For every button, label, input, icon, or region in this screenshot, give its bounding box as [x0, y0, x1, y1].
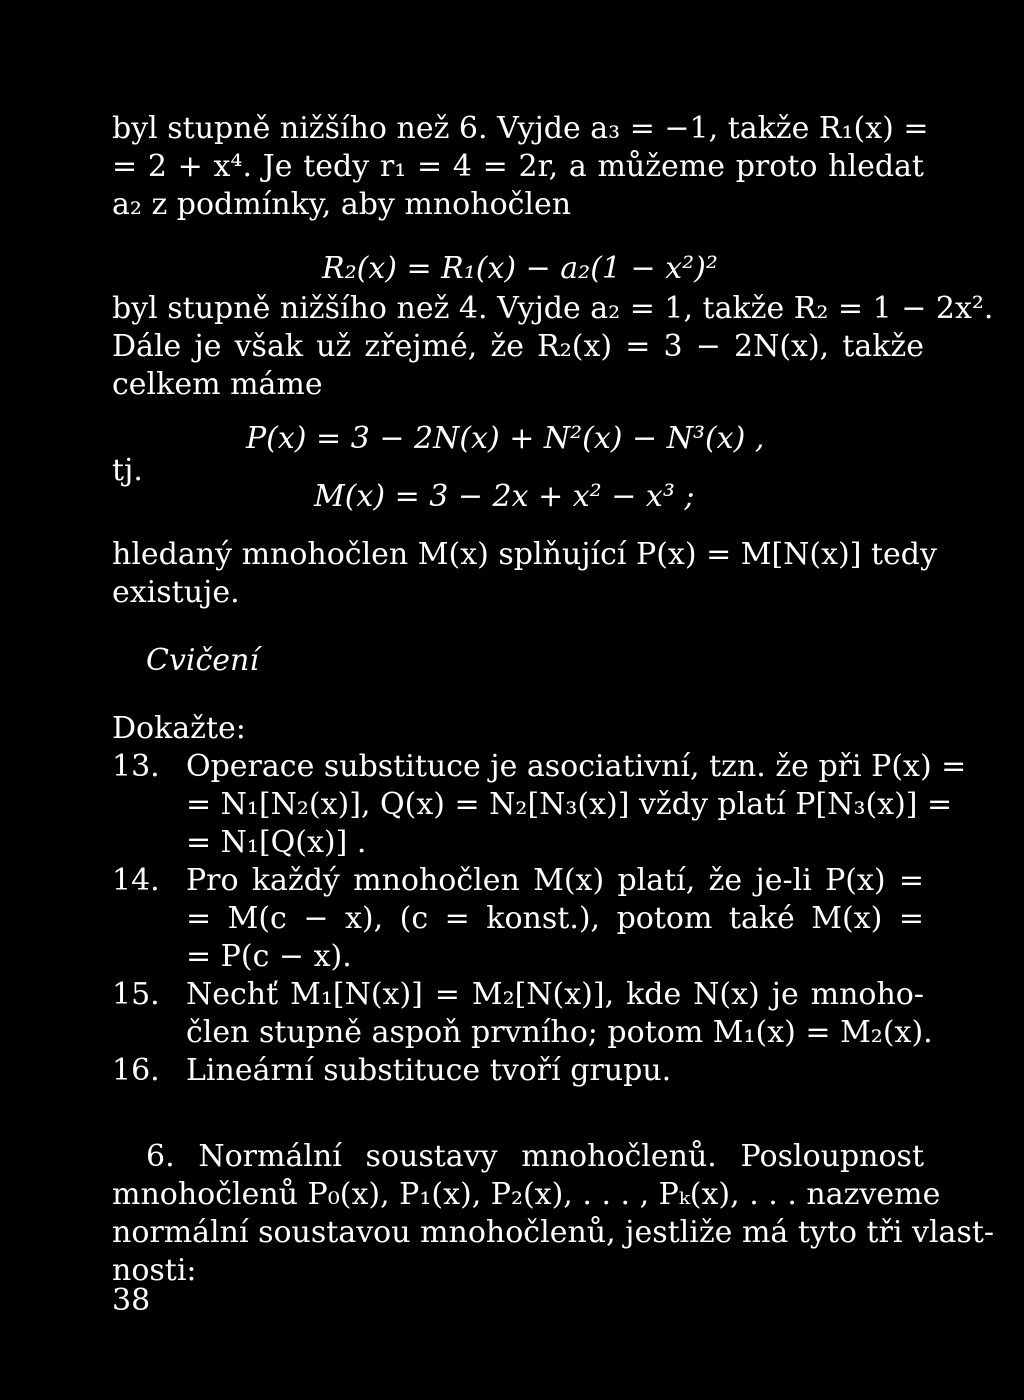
- exercise-line: Operace substituce je asociativní, tzn. že při P(x) =: [186, 749, 967, 784]
- equation: R₂(x) = R₁(x) − a₂(1 − x²)²: [322, 251, 718, 286]
- page-number: 38: [112, 1283, 151, 1318]
- tj-label: tj.: [112, 453, 143, 488]
- text-line: = 2 + x⁴. Je tedy r₁ = 4 = 2r, a můžeme proto hledat: [112, 149, 924, 184]
- exercise-number: 13.: [112, 749, 160, 784]
- section-6-line: mnohočlenů P₀(x), P₁(x), P₂(x), . . . , Pₖ(x), . . . nazveme: [112, 1177, 941, 1212]
- text-line: a₂ z podmínky, aby mnohočlen: [112, 187, 572, 222]
- section-6-line: nosti:: [112, 1253, 197, 1288]
- equation: P(x) = 3 − 2N(x) + N²(x) − N³(x) ,: [246, 421, 765, 456]
- exercise-line: = N₁[Q(x)] .: [186, 825, 367, 860]
- exercise-number: 15.: [112, 977, 160, 1012]
- text-line: Dále je však už zřejmé, že R₂(x) = 3 − 2N(x), takže: [112, 329, 924, 364]
- text-line: celkem máme: [112, 367, 323, 402]
- section-6-line: normální soustavou mnohočlenů, jestliže má tyto tři vlast-: [112, 1215, 995, 1250]
- exercise-line: Pro každý mnohočlen M(x) platí, že je-li P(x) =: [186, 863, 924, 898]
- equation: M(x) = 3 − 2x + x² − x³ ;: [314, 479, 695, 514]
- exercise-number: 14.: [112, 863, 160, 898]
- exercise-number: 16.: [112, 1053, 160, 1088]
- section-heading: Cvičení: [146, 643, 259, 678]
- exercise-line: Lineární substituce tvoří grupu.: [186, 1053, 672, 1088]
- exercise-line: = P(c − x).: [186, 939, 352, 974]
- text-line: hledaný mnohočlen M(x) splňující P(x) = M[N(x)] tedy: [112, 537, 937, 572]
- exercise-line: = N₁[N₂(x)], Q(x) = N₂[N₃(x)] vždy platí P[N₃(x)] =: [186, 787, 953, 822]
- prove-label: Dokažte:: [112, 711, 246, 746]
- text-line: existuje.: [112, 575, 240, 610]
- exercise-line: Nechť M₁[N(x)] = M₂[N(x)], kde N(x) je mnoho-: [186, 977, 924, 1012]
- text-line: byl stupně nižšího než 4. Vyjde a₂ = 1, takže R₂ = 1 − 2x².: [112, 291, 994, 326]
- section-6-line: 6. Normální soustavy mnohočlenů. Posloupnost: [146, 1139, 924, 1174]
- exercise-line: člen stupně aspoň prvního; potom M₁(x) = M₂(x).: [186, 1015, 933, 1050]
- exercise-line: = M(c − x), (c = konst.), potom také M(x) =: [186, 901, 924, 936]
- text-line: byl stupně nižšího než 6. Vyjde a₃ = −1, takže R₁(x) =: [112, 111, 929, 146]
